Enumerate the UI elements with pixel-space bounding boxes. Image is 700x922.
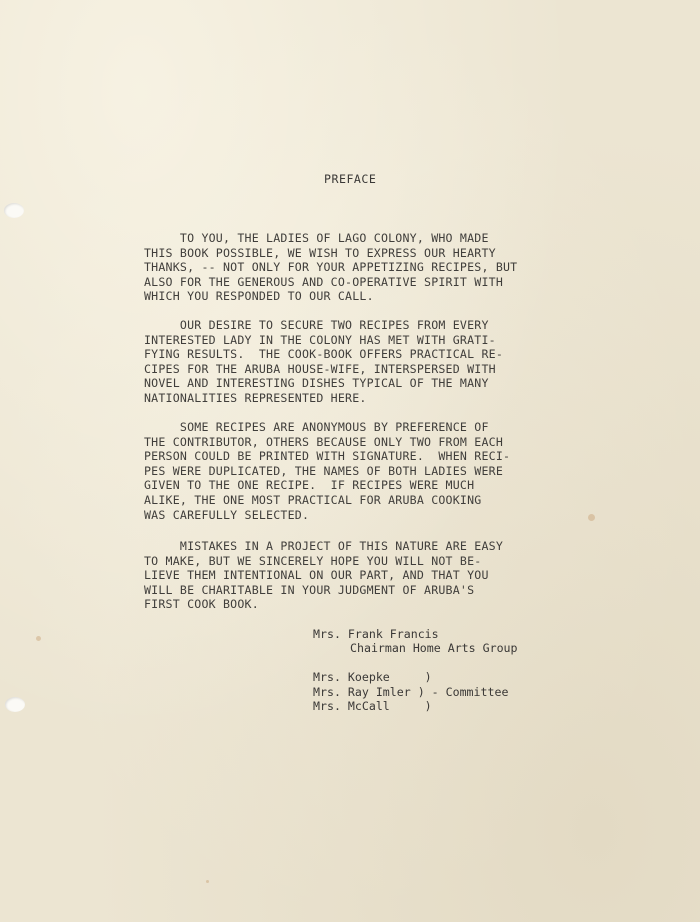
signatory-title: Chairman Home Arts Group bbox=[350, 641, 518, 655]
committee-list: Mrs. Koepke ) Mrs. Ray Imler ) - Committee Mrs. McCall ) bbox=[313, 670, 509, 714]
paper-stain bbox=[588, 514, 595, 521]
paper-stain bbox=[206, 880, 209, 883]
preface-paragraph-3: SOME RECIPES ARE ANONYMOUS BY PREFERENCE OF THE CONTRIBUTOR, OTHERS BECAUSE ONLY TWO FROM EACH PERSON COULD BE PRINTED WITH SIGNATURE. WHEN RECI- PES WERE DUPLICATED, THE NAMES OF BOTH LADIES WERE GIVEN TO THE ONE RECIPE. IF RECIPES WERE MUCH ALIKE, THE ONE MOST PRACTICAL FOR ARUBA COOKING WAS CAREFULLY SELECTED. bbox=[144, 420, 511, 522]
punch-hole-top bbox=[4, 203, 24, 218]
signatory-name: Mrs. Frank Francis bbox=[313, 627, 439, 641]
preface-paragraph-4: MISTAKES IN A PROJECT OF THIS NATURE ARE EASY TO MAKE, BUT WE SINCERELY HOPE YOU WILL NOT BE- LIEVE THEM INTENTIONAL ON OUR PART, AND THAT YOU WILL BE CHARITABLE IN YOUR JUDGMENT OF ARUBA'S FIRST COOK BOOK. bbox=[144, 539, 504, 612]
page-title: PREFACE bbox=[324, 172, 377, 186]
preface-paragraph-1: TO YOU, THE LADIES OF LAGO COLONY, WHO MADE THIS BOOK POSSIBLE, WE WISH TO EXPRESS OUR HEARTY THANKS, -- NOT ONLY FOR YOUR APPETIZING RECIPES, BUT ALSO FOR THE GENEROUS AND CO-OPERATIVE SPIRIT WITH WHICH YOU RESPONDED TO OUR CALL. bbox=[144, 231, 518, 304]
punch-hole-bottom bbox=[5, 697, 25, 712]
preface-paragraph-2: OUR DESIRE TO SECURE TWO RECIPES FROM EVERY INTERESTED LADY IN THE COLONY HAS MET WITH GRATI- FYING RESULTS. THE COOK-BOOK OFFERS PRACTICAL RE- CIPES FOR THE ARUBA HOUSE-WIFE, INTERSPERSED WITH NOVEL AND INTERESTING DISHES TYPICAL OF THE MANY NATIONALITIES REPRESENTED HERE. bbox=[144, 318, 504, 405]
paper-stain bbox=[36, 636, 41, 641]
